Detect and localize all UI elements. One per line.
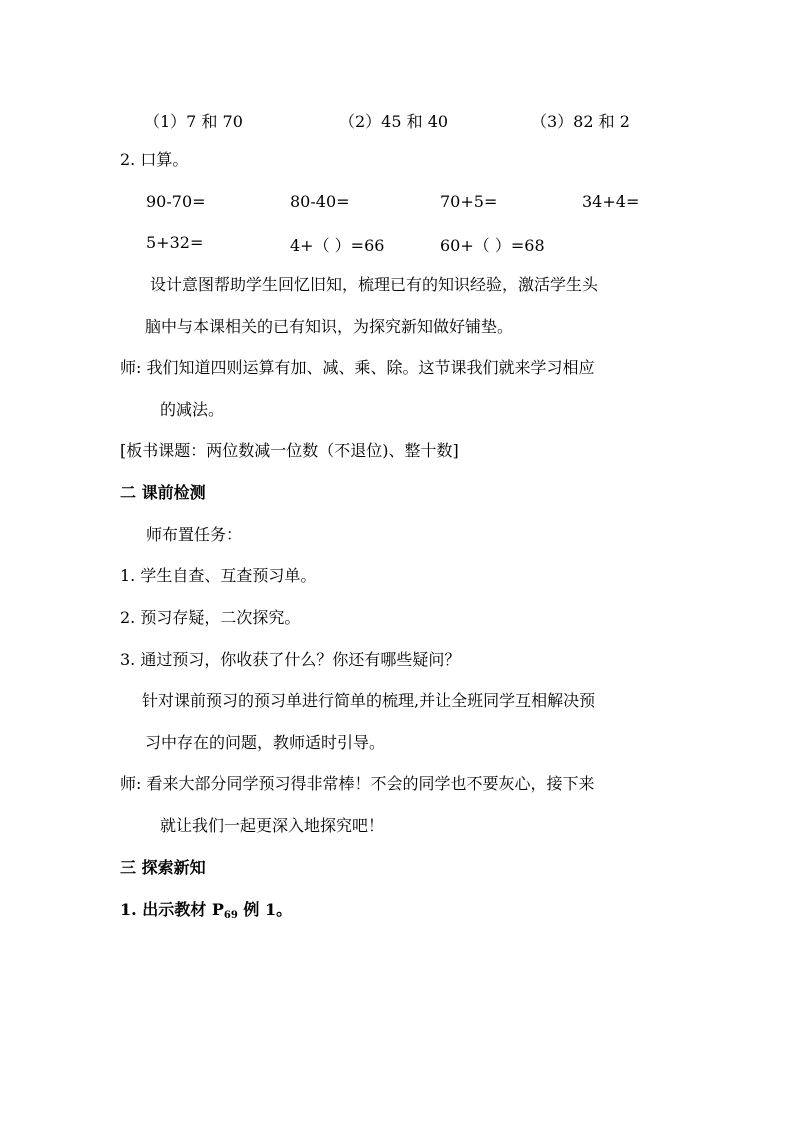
teacher-speech-1-line-2: 的减法。	[160, 400, 225, 419]
oral-calc-title: 2. 口算。	[120, 150, 189, 169]
task-item-1: 1. 学生自查、互查预习单。	[120, 566, 317, 585]
teacher-speech-2-line-2: 就让我们一起更深入地探究吧！	[160, 816, 385, 835]
design-intent-line-1: 设计意图帮助学生回忆旧知，梳理已有的知识经验，激活学生头	[150, 275, 599, 294]
teacher-speech-2-line-1: 师: 看来大部分同学预习得非常棒！不会的同学也不要灰心，接下来	[120, 774, 595, 793]
summary-line-1: 针对课前预习的预习单进行简单的梳理,并让全班同学互相解决预	[142, 691, 596, 710]
oral-item: 4+（ ）=66	[290, 236, 385, 255]
example-page-number: 69	[223, 910, 238, 921]
teacher-speech-1-line-1: 师: 我们知道四则运算有加、减、乘、除。这节课我们就来学习相应	[120, 358, 595, 377]
oral-item: 5+32=	[146, 233, 204, 252]
oral-item: 34+4=	[582, 192, 640, 211]
section-3-heading: 三 探索新知	[120, 858, 206, 877]
task-item-3: 3. 通过预习，你收获了什么？你还有哪些疑问？	[120, 650, 461, 669]
section-2-heading: 二 课前检测	[120, 483, 206, 502]
review-item-1: （1）7 和 70	[144, 112, 243, 131]
oral-item: 60+（ ）=68	[440, 236, 545, 255]
review-item-3: （3）82 和 2	[531, 112, 630, 131]
review-item-2: （2）45 和 40	[339, 112, 449, 131]
oral-item: 80-40=	[290, 192, 350, 211]
oral-item: 70+5=	[440, 192, 498, 211]
design-intent-line-2: 脑中与本课相关的已有知识，为探究新知做好铺垫。	[145, 317, 514, 336]
example-line	[120, 900, 292, 926]
example-prefix: 1. 出示教材 P	[120, 900, 224, 919]
board-title: [板书课题：两位数减一位数（不退位)、整十数]	[120, 441, 459, 460]
summary-line-2: 习中存在的问题，教师适时引导。	[145, 733, 386, 752]
oral-item: 90-70=	[146, 192, 206, 211]
task-intro: 师布置任务：	[146, 525, 243, 544]
example-suffix: 例 1。	[237, 900, 293, 919]
task-item-2: 2. 预习存疑，二次探究。	[120, 608, 301, 627]
